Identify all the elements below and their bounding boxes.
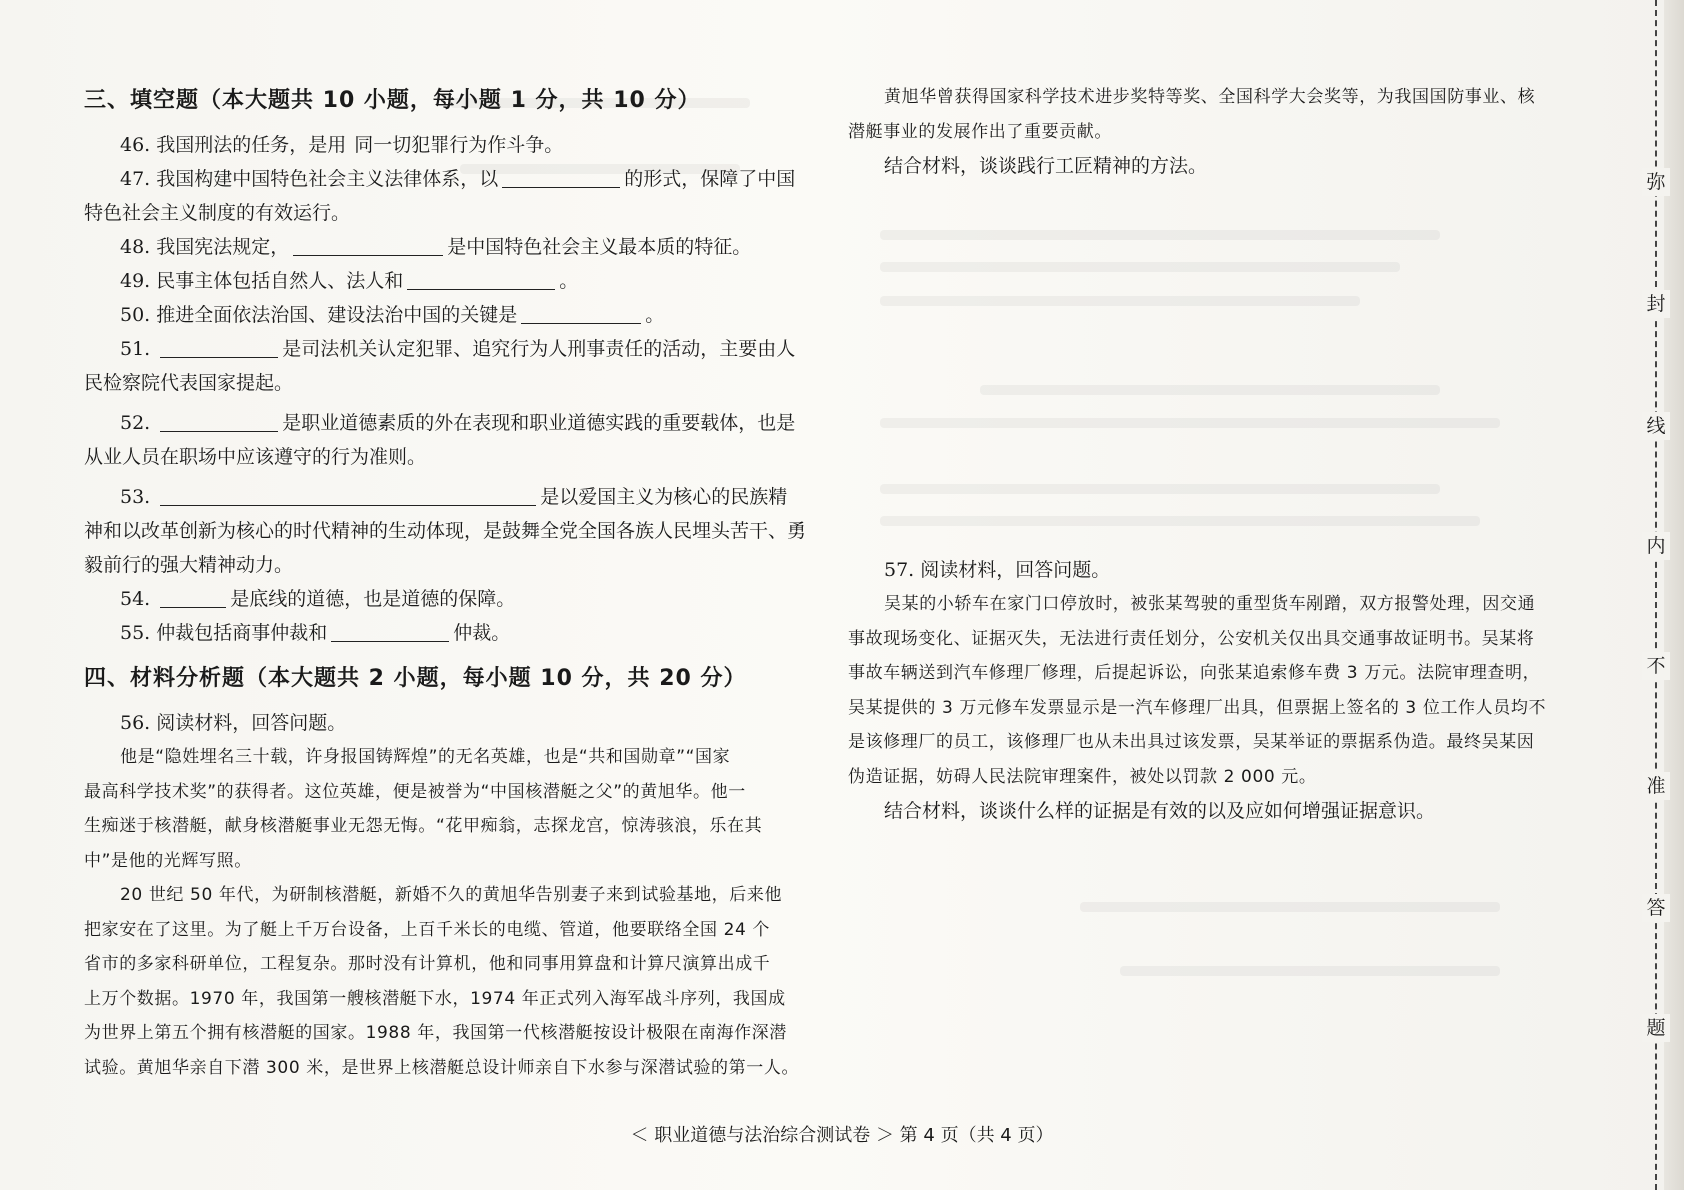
q57-paragraph-line: 吴某提供的 3 万元修车发票显示是一汽车修理厂出具，但票据上签名的 3 位工作人员均不: [848, 697, 1547, 718]
answer-blank[interactable]: [293, 233, 443, 256]
question-56-prompt: 结合材料，谈谈践行工匠精神的方法。: [884, 155, 1208, 177]
page-footer: ＜ 职业道德与法治综合测试卷 ＞ 第 4 页（共 4 页）: [630, 1125, 1054, 1146]
q57-paragraph: 吴某的小轿车在家门口停放时，被张某驾驶的重型货车剐蹭，双方报警处理，因交通: [884, 594, 1536, 614]
question-50: 50. 推进全面依法治国、建设法治中国的关键是 。: [84, 298, 820, 332]
question-54: 54. 是底线的道德，也是道德的保障。: [84, 582, 820, 616]
q56-paragraph-line: 为世界上第五个拥有核潜艇的国家。1988 年，我国第一代核潜艇按设计极限在南海作深潜: [84, 1023, 787, 1043]
q57-paragraph-line: 事故现场变化、证据灭失，无法进行责任划分，公安机关仅出具交通事故证明书。吴某将: [848, 628, 1535, 649]
question-53: 53. 是以爱国主义为核心的民族精: [84, 480, 820, 514]
q56-paragraph-line: 潜艇事业的发展作出了重要贡献。: [848, 121, 1112, 142]
q56-paragraph: 黄旭华曾获得国家科学技术进步奖特等奖、全国科学大会奖等，为我国国防事业、核: [884, 87, 1536, 107]
seal-char: 不: [1642, 652, 1670, 680]
question-47-cont: 特色社会主义制度的有效运行。: [84, 202, 351, 224]
q57-paragraph-line: 伪造证据，妨碍人民法院审理案件，被处以罚款 2 000 元。: [848, 766, 1317, 787]
q56-paragraph-line: 把家安在了这里。为了艇上千万台设备，上百千米长的电缆、管道，他要联络全国 24 个: [84, 919, 771, 940]
section-3-title: 三、填空题（本大题共 10 小题，每小题 1 分，共 10 分）: [84, 88, 701, 113]
question-56-intro: 56. 阅读材料，回答问题。: [120, 712, 347, 734]
answer-space[interactable]: [848, 183, 1560, 553]
bleed-through: [1120, 966, 1500, 976]
answer-blank[interactable]: [160, 585, 226, 608]
question-46: 46. 我国刑法的任务，是用 同一切犯罪行为作斗争。: [120, 134, 564, 156]
question-51: 51. 是司法机关认定犯罪、追究行为人刑事责任的活动，主要由人: [84, 332, 820, 366]
seal-char: 内: [1642, 532, 1670, 560]
question-47: 47. 我国构建中国特色社会主义法律体系，以 的形式，保障了中国: [84, 162, 820, 196]
q56-paragraph-line: 最高科学技术奖”的获得者。这位英雄，便是被誉为“中国核潜艇之父”的黄旭华。他一: [84, 781, 746, 802]
question-51-cont: 民检察院代表国家提起。: [84, 372, 294, 394]
left-column: [84, 86, 820, 1085]
seal-char: 答: [1642, 894, 1670, 922]
right-column: [848, 80, 1560, 828]
q56-paragraph-line: 省市的多家科研单位，工程复杂。那时没有计算机，他和同事用算盘和计算尺演算出成千: [84, 954, 771, 974]
answer-blank[interactable]: [331, 619, 449, 642]
answer-blank[interactable]: [160, 335, 278, 358]
q57-paragraph-line: 事故车辆送到汽车修理厂修理，后提起诉讼，向张某追索修车费 3 万元。法院审理查明，: [848, 663, 1541, 683]
q56-paragraph-line: 生痴迷于核潜艇，献身核潜艇事业无怨无悔。“花甲痴翁，志探龙宫，惊涛骇浪，乐在其: [84, 816, 763, 836]
answer-blank[interactable]: [160, 483, 536, 506]
seal-char: 准: [1642, 772, 1670, 800]
question-57-prompt: 结合材料，谈谈什么样的证据是有效的以及应如何增强证据意识。: [884, 800, 1436, 822]
q57-paragraph-line: 是该修理厂的员工，该修理厂也从未出具过该发票，吴某举证的票据系伪造。最终吴某因: [848, 732, 1535, 752]
question-48: 48. 我国宪法规定， 是中国特色社会主义最本质的特征。: [84, 230, 820, 264]
q56-paragraph: 他是“隐姓埋名三十载，许身报国铸辉煌”的无名英雄，也是“共和国勋章”“国家: [120, 747, 731, 767]
question-53-cont2: 毅前行的强大精神动力。: [84, 554, 294, 576]
answer-blank[interactable]: [407, 267, 555, 290]
seal-char: 封: [1642, 290, 1670, 318]
answer-blank[interactable]: [160, 409, 278, 432]
question-57-intro: 57. 阅读材料，回答问题。: [884, 559, 1111, 581]
seal-char: 线: [1642, 412, 1670, 440]
q56-paragraph: 20 世纪 50 年代，为研制核潜艇，新婚不久的黄旭华告别妻子来到试验基地，后来他: [120, 885, 783, 905]
question-55: 55. 仲裁包括商事仲裁和 仲裁。: [84, 616, 820, 650]
q56-paragraph-line: 上万个数据。1970 年，我国第一艘核潜艇下水，1974 年正式列入海军战斗序列，我国成: [84, 988, 786, 1009]
answer-blank[interactable]: [521, 301, 641, 324]
question-52: 52. 是职业道德素质的外在表现和职业道德实践的重要载体，也是: [84, 406, 820, 440]
q56-paragraph-line: 中”是他的光辉写照。: [84, 850, 252, 871]
binding-strip: [1628, 0, 1684, 1190]
section-4-title: 四、材料分析题（本大题共 2 小题，每小题 10 分，共 20 分）: [84, 666, 747, 691]
question-53-cont: 神和以改革创新为核心的时代精神的生动体现，是鼓舞全党全国各族人民埋头苦干、勇: [84, 520, 807, 542]
q56-paragraph-line: 试验。黄旭华亲自下潜 300 米，是世界上核潜艇总设计师亲自下水参与深潜试验的第一人。: [84, 1057, 800, 1078]
bleed-through: [1080, 902, 1500, 912]
question-49: 49. 民事主体包括自然人、法人和 。: [84, 264, 820, 298]
question-52-cont: 从业人员在职场中应该遵守的行为准则。: [84, 446, 427, 468]
seal-char: 弥: [1642, 168, 1670, 196]
answer-blank[interactable]: [502, 165, 620, 188]
seal-char: 题: [1642, 1014, 1670, 1042]
